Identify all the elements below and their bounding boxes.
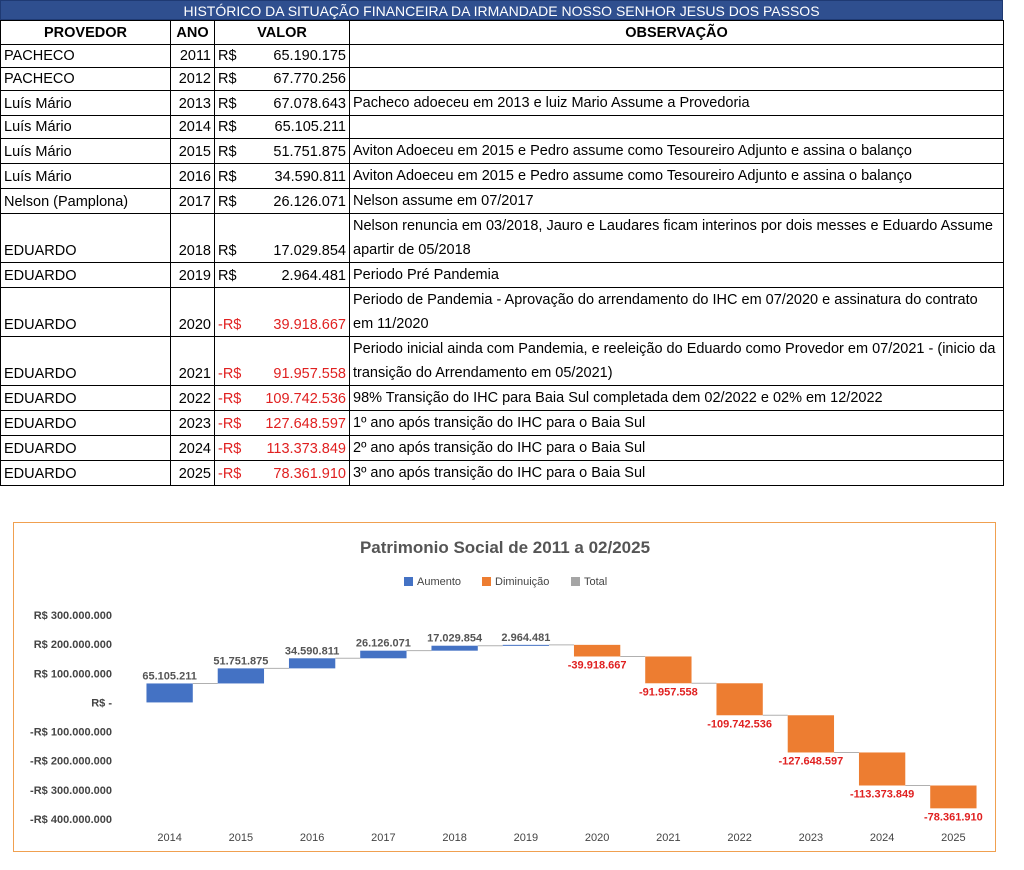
cell-valor[interactable]: [215, 461, 350, 486]
cell-provedor[interactable]: Luís Mário: [1, 116, 171, 139]
cell-observacao[interactable]: [350, 116, 1004, 139]
header-observacao[interactable]: OBSERVAÇÃO: [350, 21, 1004, 45]
data-label: -78.361.910: [924, 811, 983, 824]
cell-ano[interactable]: 2018: [171, 214, 215, 263]
x-tick-label: 2021: [656, 832, 681, 844]
table-header-row: [1, 21, 1004, 45]
cell-valor[interactable]: [215, 116, 350, 139]
cell-observacao[interactable]: [350, 45, 1004, 68]
amount: 109.742.536: [265, 391, 346, 407]
amount: 91.957.558: [273, 366, 346, 382]
table-row: [1, 288, 1004, 337]
amount: 34.590.811: [274, 169, 346, 185]
cell-observacao[interactable]: Periodo de Pandemia - Aprovação do arrendamento do IHC em 07/2020 e assinatura do contrato em 11/2020: [350, 288, 1004, 337]
amount: 127.648.597: [265, 416, 346, 432]
table-row: [1, 189, 1004, 214]
bar-2015[interactable]: [218, 668, 264, 683]
x-tick-label: 2016: [299, 832, 325, 844]
data-label: -113.373.849: [850, 788, 915, 801]
data-label: 65.105.211: [142, 670, 197, 683]
table-row: [1, 164, 1004, 189]
cell-ano[interactable]: 2022: [171, 386, 215, 411]
cell-provedor[interactable]: EDUARDO: [1, 214, 171, 263]
valor-wrap: [218, 438, 346, 460]
bar-2014[interactable]: [146, 683, 192, 702]
valor-wrap: [218, 93, 346, 115]
amount: 65.190.175: [273, 48, 346, 64]
cell-valor[interactable]: [215, 337, 350, 386]
cell-observacao[interactable]: Periodo inicial ainda com Pandemia, e reeleição do Eduardo como Provedor em 07/2021 - (inicio da transição do Arrendamento em 05/2021): [350, 337, 1004, 386]
bar-2020[interactable]: [574, 645, 620, 657]
cell-ano[interactable]: 2014: [171, 116, 215, 139]
bars: [146, 645, 976, 808]
cell-observacao[interactable]: Periodo Pré Pandemia: [350, 263, 1004, 288]
currency-symbol: R$: [218, 96, 237, 112]
valor-wrap: [218, 116, 346, 138]
amount: 2.964.481: [281, 268, 346, 284]
cell-valor[interactable]: [215, 288, 350, 337]
currency-symbol: R$: [218, 243, 237, 259]
cell-observacao[interactable]: Aviton Adoeceu em 2015 e Pedro assume como Tesoureiro Adjunto e assina o balanço: [350, 139, 1004, 164]
data-label: 26.126.071: [355, 637, 411, 650]
cell-valor[interactable]: [215, 411, 350, 436]
cell-valor[interactable]: [215, 164, 350, 189]
cell-ano[interactable]: 2019: [171, 263, 215, 288]
amount: 65.105.211: [274, 119, 346, 135]
table-row: [1, 214, 1004, 263]
valor-wrap: [218, 141, 346, 163]
legend-label: Aumento: [417, 576, 462, 588]
cell-ano[interactable]: 2024: [171, 436, 215, 461]
header-provedor[interactable]: PROVEDOR: [1, 21, 171, 45]
amount: 78.361.910: [273, 466, 346, 482]
cell-valor[interactable]: [215, 139, 350, 164]
valor-wrap: [218, 388, 346, 410]
chart-svg: [14, 523, 997, 853]
table-row: [1, 45, 1004, 68]
x-tick-label: 2014: [157, 832, 182, 844]
chart-title: Patrimonio Social de 2011 a 02/2025: [359, 538, 651, 557]
x-tick-label: 2018: [442, 832, 467, 844]
bar-2023[interactable]: [788, 715, 834, 752]
cell-provedor[interactable]: EDUARDO: [1, 386, 171, 411]
table-row: [1, 91, 1004, 116]
cell-provedor[interactable]: EDUARDO: [1, 263, 171, 288]
cell-ano[interactable]: 2013: [171, 91, 215, 116]
cell-provedor[interactable]: Nelson (Pamplona): [1, 189, 171, 214]
amount: 67.770.256: [273, 71, 346, 87]
cell-observacao[interactable]: Pacheco adoeceu em 2013 e luiz Mario Assume a Provedoria: [350, 91, 1004, 116]
cell-ano[interactable]: 2023: [171, 411, 215, 436]
cell-valor[interactable]: [215, 189, 350, 214]
cell-observacao[interactable]: [350, 68, 1004, 91]
legend-label: Total: [584, 576, 608, 588]
valor-wrap: [218, 363, 346, 385]
cell-observacao[interactable]: 2º ano após transição do IHC para o Baia Sul: [350, 436, 1004, 461]
valor-wrap: [218, 265, 346, 287]
currency-symbol: R$: [218, 144, 237, 160]
cell-provedor[interactable]: PACHECO: [1, 45, 171, 68]
table-row: [1, 386, 1004, 411]
valor-wrap: [218, 463, 346, 485]
cell-valor[interactable]: [215, 386, 350, 411]
data-label: -109.742.536: [707, 718, 773, 731]
valor-wrap: [218, 166, 346, 188]
cell-valor[interactable]: [215, 45, 350, 68]
bar-2017[interactable]: [360, 651, 406, 659]
cell-provedor[interactable]: EDUARDO: [1, 461, 171, 486]
cell-provedor[interactable]: Luís Mário: [1, 164, 171, 189]
cell-ano[interactable]: 2011: [171, 45, 215, 68]
amount: 51.751.875: [273, 144, 346, 160]
currency-symbol: R$: [218, 268, 237, 284]
x-tick-label: 2020: [584, 832, 610, 844]
cell-observacao[interactable]: Aviton Adoeceu em 2015 e Pedro assume como Tesoureiro Adjunto e assina o balanço: [350, 164, 1004, 189]
amount: 113.373.849: [266, 441, 346, 457]
sheet-title: HISTÓRICO DA SITUAÇÃO FINANCEIRA DA IRMANDADE NOSSO SENHOR JESUS DOS PASSOS: [0, 0, 1003, 20]
currency-symbol: -R$: [218, 441, 242, 457]
cell-valor[interactable]: [215, 214, 350, 263]
valor-wrap: [218, 191, 346, 213]
y-tick-label: R$ 300.000.000: [33, 610, 112, 622]
legend-swatch: [404, 577, 413, 586]
table-row: [1, 68, 1004, 91]
currency-symbol: R$: [218, 71, 237, 87]
cell-observacao[interactable]: Nelson renuncia em 03/2018, Jauro e Laudares ficam interinos por dois messes e Eduardo Assume apartir de 05/2018: [350, 214, 1004, 263]
cell-valor[interactable]: [215, 91, 350, 116]
currency-symbol: -R$: [218, 466, 242, 482]
bar-2022[interactable]: [716, 683, 762, 715]
bar-2024[interactable]: [859, 752, 905, 785]
cell-provedor[interactable]: EDUARDO: [1, 411, 171, 436]
y-tick-label: -R$ 300.000.000: [30, 784, 112, 797]
amount: 26.126.071: [273, 194, 346, 210]
bar-2021[interactable]: [645, 656, 691, 683]
cell-observacao[interactable]: 3º ano após transição do IHC para o Baia Sul: [350, 461, 1004, 486]
cell-provedor[interactable]: Luís Mário: [1, 139, 171, 164]
currency-symbol: R$: [218, 194, 237, 210]
cell-observacao[interactable]: 98% Transição do IHC para Baia Sul completada dem 02/2022 e 02% em 12/2022: [350, 386, 1004, 411]
currency-symbol: R$: [218, 119, 237, 135]
data-label: -39.918.667: [567, 659, 627, 672]
cell-ano[interactable]: 2025: [171, 461, 215, 486]
data-label: 2.964.481: [501, 631, 551, 644]
y-tick-label: R$ 200.000.000: [33, 639, 112, 652]
y-tick-label: R$ -: [91, 697, 112, 710]
valor-wrap: [218, 314, 346, 336]
table-row: [1, 337, 1004, 386]
x-axis: [157, 832, 965, 844]
cell-provedor[interactable]: EDUARDO: [1, 288, 171, 337]
cell-provedor[interactable]: EDUARDO: [1, 436, 171, 461]
cell-provedor[interactable]: PACHECO: [1, 68, 171, 91]
table-body: [1, 45, 1004, 486]
currency-symbol: -R$: [218, 416, 242, 432]
chart-legend: [404, 576, 607, 588]
cell-ano[interactable]: 2020: [171, 288, 215, 337]
financial-history-table: [0, 20, 1004, 486]
cell-valor[interactable]: [215, 68, 350, 91]
data-label: -91.957.558: [639, 686, 698, 699]
currency-symbol: R$: [218, 48, 237, 64]
legend-swatch: [482, 577, 491, 586]
cell-valor[interactable]: [215, 263, 350, 288]
data-labels: [142, 632, 982, 823]
table-row: [1, 263, 1004, 288]
y-tick-label: -R$ 400.000.000: [30, 814, 112, 826]
valor-wrap: [218, 45, 346, 67]
currency-symbol: -R$: [218, 366, 242, 382]
bar-2018[interactable]: [431, 646, 477, 651]
x-tick-label: 2024: [869, 832, 895, 844]
data-label: 51.751.875: [213, 655, 269, 668]
y-tick-label: -R$ 200.000.000: [30, 755, 112, 768]
cell-ano[interactable]: 2016: [171, 164, 215, 189]
bar-2025[interactable]: [930, 786, 976, 809]
x-tick-label: 2015: [228, 832, 254, 844]
cell-provedor[interactable]: EDUARDO: [1, 337, 171, 386]
cell-valor[interactable]: [215, 436, 350, 461]
table-row: [1, 436, 1004, 461]
table-row: [1, 139, 1004, 164]
x-tick-label: 2017: [371, 832, 396, 844]
cell-ano[interactable]: 2012: [171, 68, 215, 91]
y-tick-label: R$ 100.000.000: [33, 668, 112, 681]
cell-ano[interactable]: 2021: [171, 337, 215, 386]
x-tick-label: 2019: [513, 832, 539, 844]
currency-symbol: R$: [218, 169, 237, 185]
y-tick-label: -R$ 100.000.000: [30, 726, 112, 739]
amount: 67.078.643: [273, 96, 346, 112]
x-tick-label: 2022: [727, 832, 752, 844]
x-tick-label: 2023: [798, 832, 824, 844]
valor-wrap: [218, 413, 346, 435]
currency-symbol: -R$: [218, 391, 242, 407]
amount: 17.029.854: [273, 243, 346, 259]
valor-wrap: [218, 240, 346, 262]
table-row: [1, 461, 1004, 486]
data-label: 34.590.811: [284, 645, 340, 658]
data-label: -127.648.597: [778, 755, 844, 768]
header-ano[interactable]: ANO: [171, 21, 215, 45]
table-row: [1, 116, 1004, 139]
currency-symbol: -R$: [218, 317, 242, 333]
bar-2019[interactable]: [503, 645, 549, 646]
data-label: 17.029.854: [427, 632, 483, 645]
header-valor[interactable]: VALOR: [215, 21, 350, 45]
cell-ano[interactable]: 2015: [171, 139, 215, 164]
table-row: [1, 411, 1004, 436]
y-axis: [30, 610, 112, 826]
cell-provedor[interactable]: Luís Mário: [1, 91, 171, 116]
valor-wrap: [218, 68, 346, 90]
bar-2016[interactable]: [289, 658, 335, 668]
x-tick-label: 2025: [941, 832, 966, 844]
cell-observacao[interactable]: Nelson assume em 07/2017: [350, 189, 1004, 214]
waterfall-chart: [13, 522, 996, 852]
legend-swatch: [571, 577, 580, 586]
legend-label: Diminuição: [495, 576, 550, 588]
cell-observacao[interactable]: 1º ano após transição do IHC para o Baia Sul: [350, 411, 1004, 436]
amount: 39.918.667: [273, 317, 346, 333]
cell-ano[interactable]: 2017: [171, 189, 215, 214]
